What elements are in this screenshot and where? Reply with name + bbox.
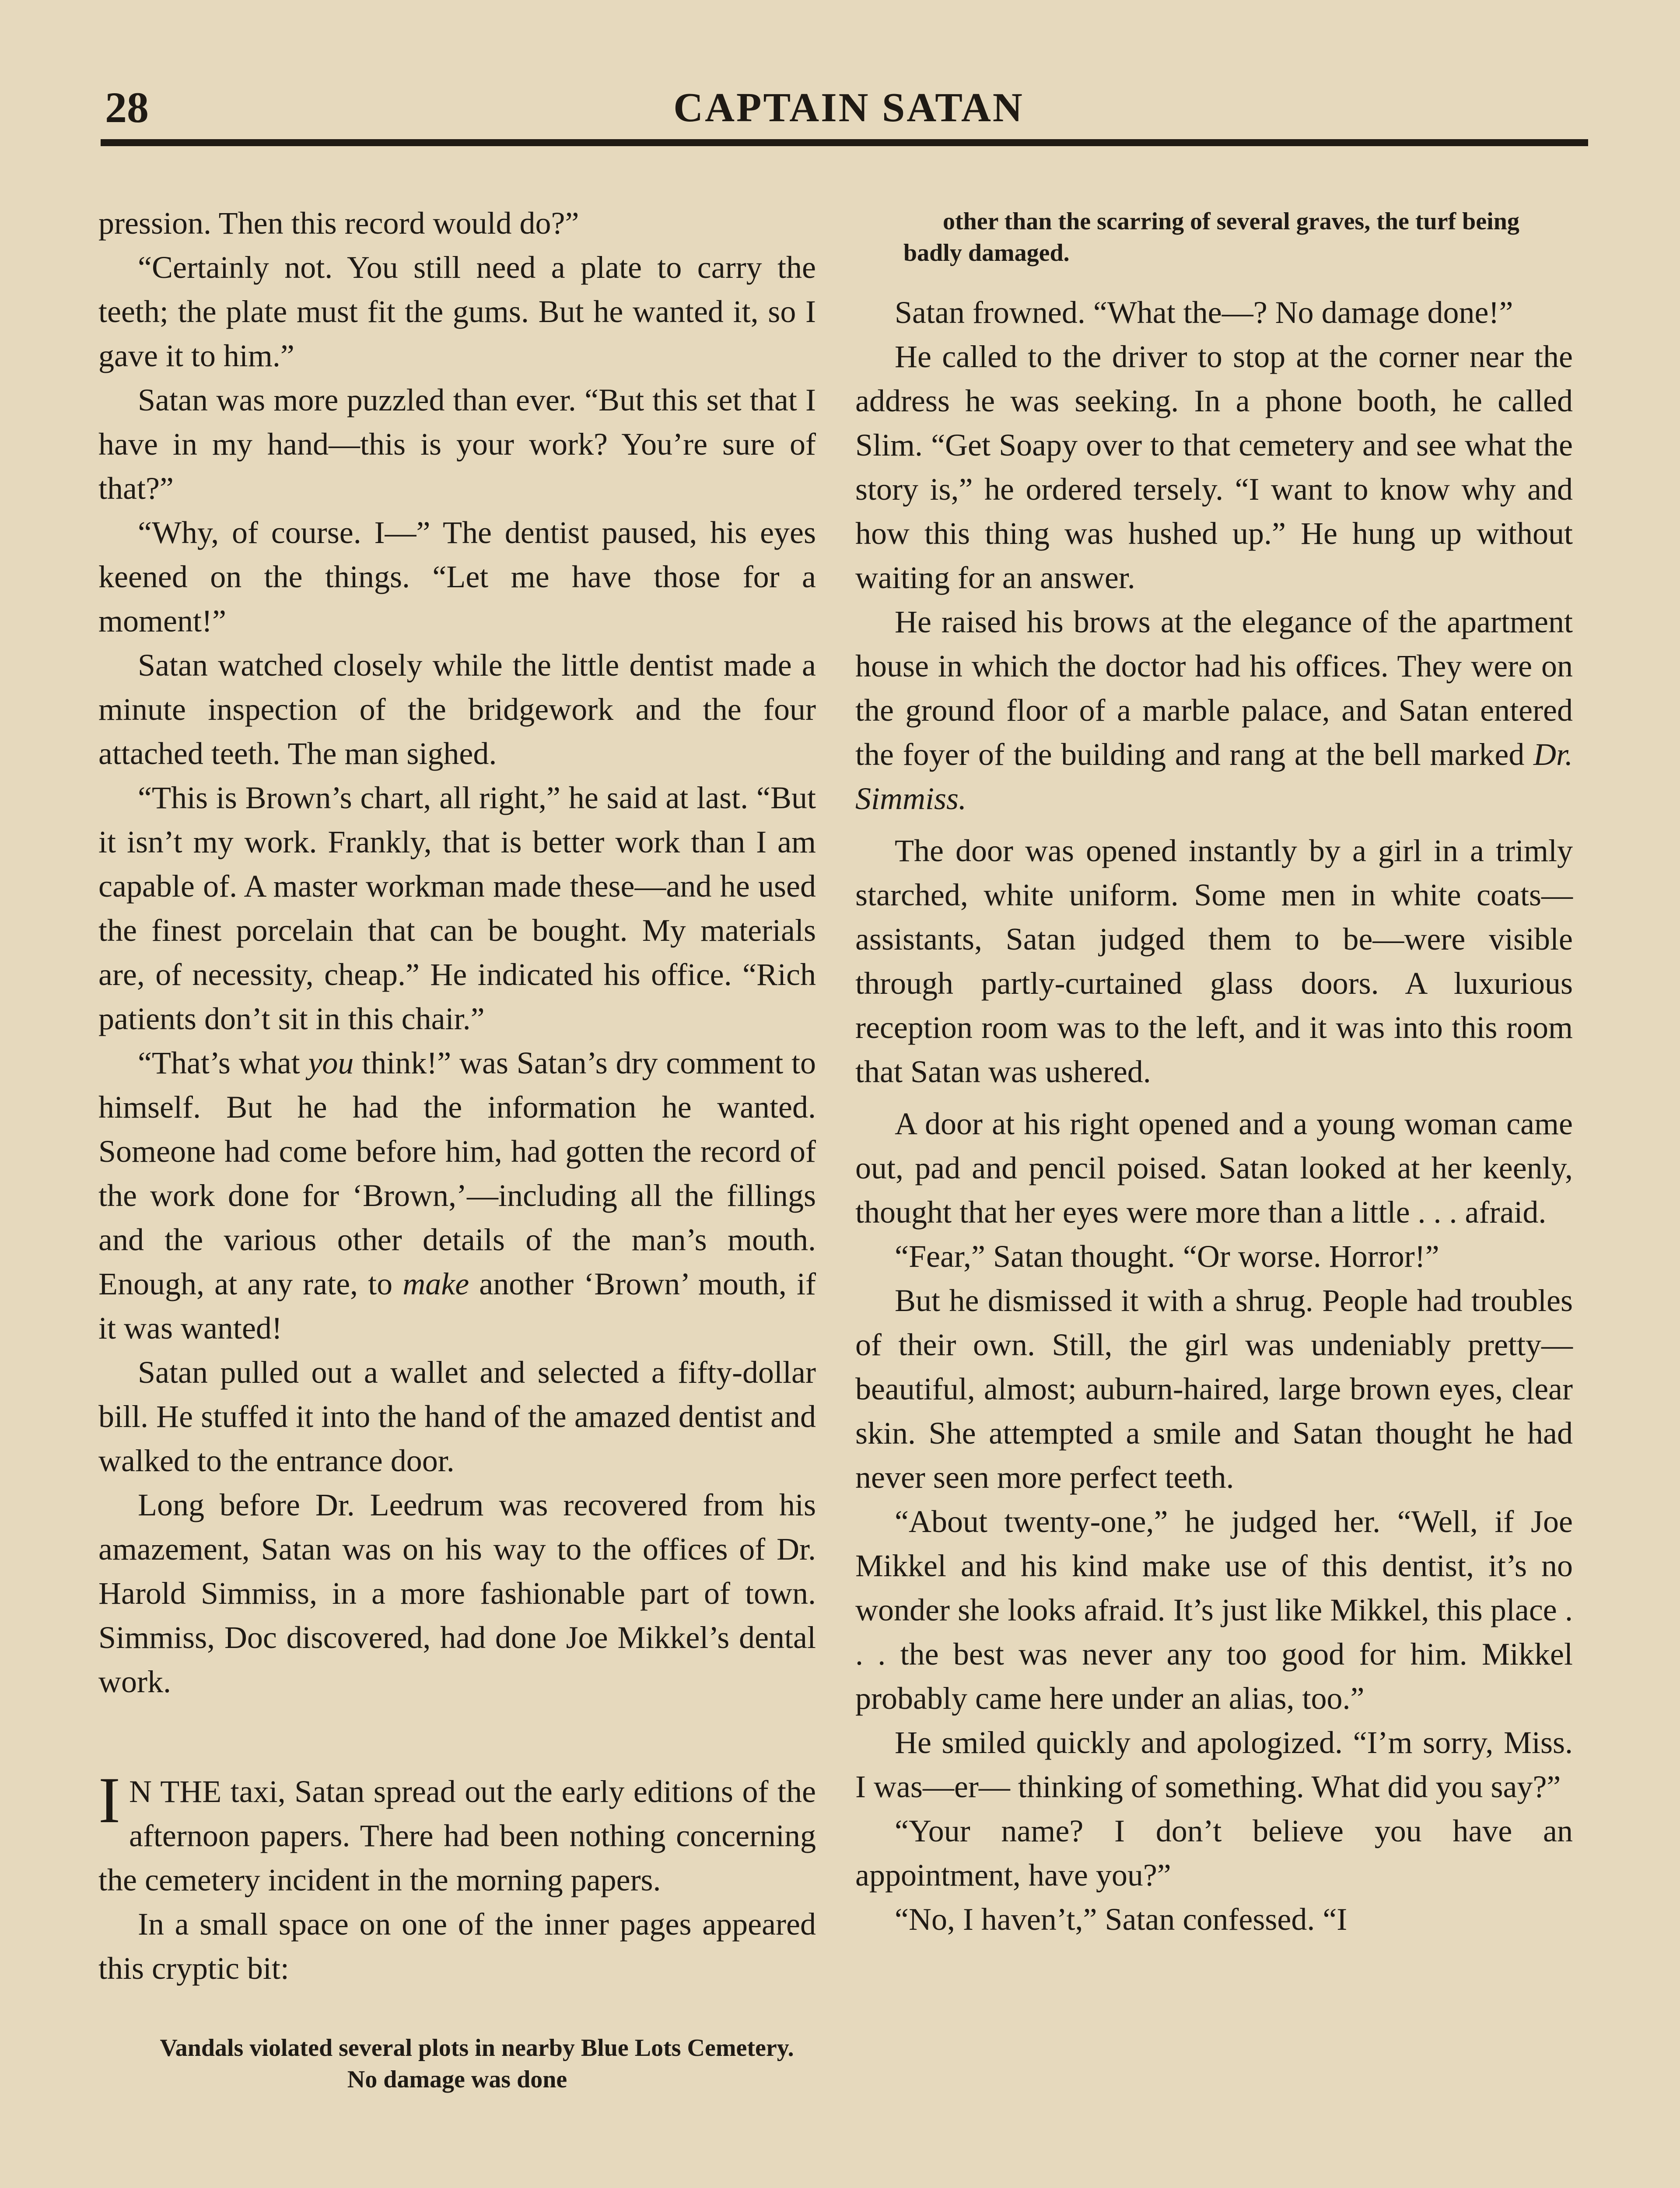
paragraph: The door was opened instantly by a girl in a trimly starched, white uniform. Some men in white coats—assistants, Satan judged them to be—were visible through partly-curtained glass doors. A luxurious reception room was to the left, and it was into this room that Satan was ushered. — [855, 833, 1573, 1089]
text-run: He raised his brows at the elegance of the apartment house in which the doctor had his offices. They were on the ground floor of a marble palace, and Satan entered the foyer of the building and rang at the bell marked — [855, 604, 1573, 772]
paragraph: “Fear,” Satan thought. “Or worse. Horror!” — [895, 1239, 1439, 1274]
paragraph: Satan watched closely while the little dentist made a minute inspection of the bridgework and the four attached teeth. The man sighed. — [98, 648, 816, 771]
text-run: think!” was Satan’s dry comment to himself. But he had the information he wanted. Someone had come before him, had gotten the record of the work done for ‘Brown,’—including all the fillings and the various other details of the man’s mouth. Enough, at any rate, to — [98, 1045, 816, 1301]
emphasis: Dr. Simmiss. — [855, 737, 1573, 816]
paragraph: “Why, of course. I—” The dentist paused, his eyes keened on the things. “Let me have those for a moment!” — [98, 515, 816, 638]
paragraph — [98, 1764, 816, 1902]
page-header — [105, 81, 1592, 134]
newspaper-clipping-continued: other than the scarring of several graves, the turf being badly damaged. — [903, 208, 1519, 266]
paragraph: Satan pulled out a wallet and selected a fifty-dollar bill. He stuffed it into the hand of the amazed dentist and walked to the entrance door. — [98, 1355, 816, 1478]
paragraph: Satan frowned. “What the—? No damage done!” — [895, 295, 1513, 330]
paragraph: “About twenty-one,” he judged her. “Well, if Joe Mikkel and his kind make use of this dentist, it’s no wonder she looks afraid. It’s just like Mikkel, this place . . . the best was never any too good for him. Mikkel probably came here under an alias, too.” — [855, 1504, 1573, 1716]
paragraph: A door at his right opened and a young woman came out, pad and pencil poised. Satan looked at her keenly, thought that her eyes were more than a little . . . afraid. — [855, 1106, 1573, 1230]
text-run: “That’s what — [138, 1045, 308, 1080]
page-number: 28 — [105, 83, 149, 132]
paragraph: “This is Brown’s chart, all right,” he said at last. “But it isn’t my work. Frankly, that is better work than I am capable of. A master workman made these—and he used the finest porcelain that can be bought. My materials are, of necessity, cheap.” He indicated his office. “Rich patients don’t sit in this chair.” — [98, 780, 816, 1036]
emphasis: you — [308, 1045, 354, 1080]
paragraph: “Your name? I don’t believe you have an appointment, have you?” — [855, 1813, 1573, 1893]
paragraph — [98, 1041, 816, 1350]
right-column — [855, 206, 1573, 1942]
header-rule — [101, 139, 1588, 146]
paragraph: “Certainly not. You still need a plate to carry the teeth; the plate must fit the gums. But he wanted it, so I gave it to him.” — [98, 250, 816, 373]
paragraph: “No, I haven’t,” Satan confessed. “I — [895, 1902, 1348, 1937]
text-run: N THE taxi, Satan spread out the early editions of the afternoon papers. There had been nothing concerning the cemetery incident in the morning papers. — [98, 1774, 816, 1897]
section-break — [98, 1764, 816, 2095]
paragraph: He called to the driver to stop at the corner near the address he was seeking. In a phone booth, he called Slim. “Get Soapy over to that cemetery and see what the story is,” he ordered tersely. “I want to know why and how this thing was hushed up.” He hung up without waiting for an answer. — [855, 339, 1573, 595]
running-title: CAPTAIN SATAN — [673, 85, 1024, 130]
paragraph: But he dismissed it with a shrug. People had troubles of their own. Still, the girl was undeniably pretty—beautiful, almost; auburn-haired, large brown eyes, clear skin. She attempted a smile and Satan thought he had never seen more perfect teeth. — [855, 1283, 1573, 1495]
paragraph — [855, 600, 1573, 821]
paragraph: Satan was more puzzled than ever. “But this set that I have in my hand—this is your work? You’re sure of that?” — [98, 382, 816, 506]
paragraph: In a small space on one of the inner pages appeared this cryptic bit: — [98, 1907, 816, 1986]
emphasis: make — [402, 1266, 469, 1301]
left-column — [98, 201, 816, 2095]
paragraph: pression. Then this record would do?” — [98, 206, 579, 241]
drop-cap: I — [98, 1764, 120, 1837]
paragraph: Long before Dr. Leedrum was recovered from his amazement, Satan was on his way to the offices of Dr. Harold Simmiss, in a more fashionable part of town. Simmiss, Doc discovered, had done Joe Mikkel’s dental work. — [98, 1487, 816, 1699]
newspaper-clipping: Vandals violated several plots in nearby Blue Lots Cemetery. No damage was done — [160, 2034, 794, 2093]
paragraph: He smiled quickly and apologized. “I’m sorry, Miss. I was—er— thinking of something. What did you say?” — [855, 1725, 1573, 1804]
text-run: another ‘Brown’ mouth, if it was wanted! — [98, 1266, 816, 1346]
